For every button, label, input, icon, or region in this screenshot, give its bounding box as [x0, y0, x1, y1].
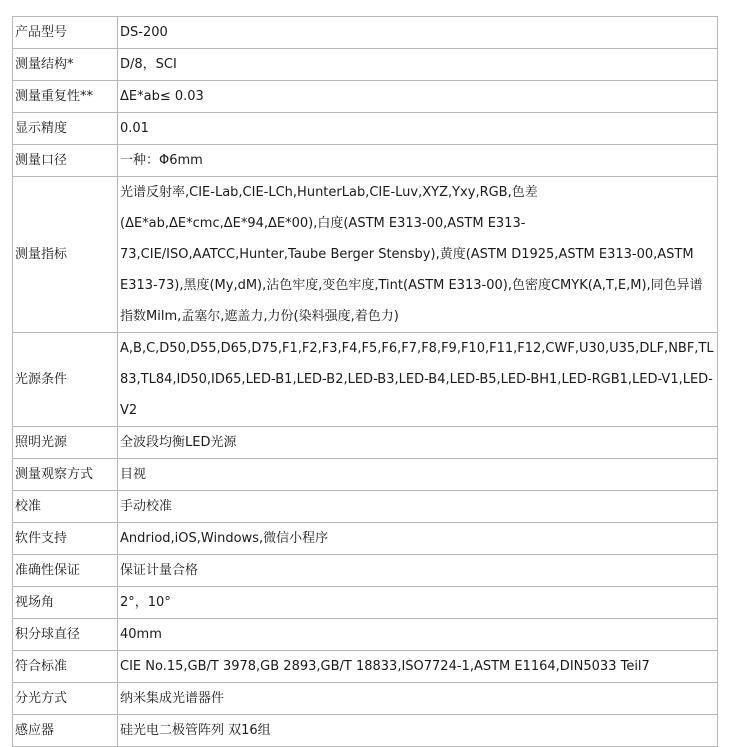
spec-row-software [13, 523, 718, 555]
spec-label: 分光方式 [13, 683, 118, 715]
spec-value: 保证计量合格 [118, 555, 718, 587]
spec-label: 符合标准 [13, 651, 118, 683]
spec-label: 测量结构* [13, 49, 118, 81]
spec-label: 视场角 [13, 587, 118, 619]
spec-label: 光源条件 [13, 333, 118, 427]
spec-value: 硅光电二极管阵列 双16组 [118, 715, 718, 747]
spec-value: 纳米集成光谱器件 [118, 683, 718, 715]
spec-value: Andriod,iOS,Windows,微信小程序 [118, 523, 718, 555]
spec-row-accuracy [13, 555, 718, 587]
spec-row-display-precision [13, 113, 718, 145]
spec-value: 全波段均衡LED光源 [118, 427, 718, 459]
spec-value: 40mm [118, 619, 718, 651]
spec-value: 目视 [118, 459, 718, 491]
spec-row-model [13, 17, 718, 49]
spec-row-sensor [13, 715, 718, 747]
spec-row-indices [13, 177, 718, 333]
spec-label: 测量指标 [13, 177, 118, 333]
spec-row-sphere-diameter [13, 619, 718, 651]
spec-value: CIE No.15,GB/T 3978,GB 2893,GB/T 18833,ISO7724-1,ASTM E1164,DIN5033 Teil7 [118, 651, 718, 683]
spec-value: 手动校准 [118, 491, 718, 523]
spec-label: 感应器 [13, 715, 118, 747]
spec-value: 一种：Φ6mm [118, 145, 718, 177]
spec-label: 软件支持 [13, 523, 118, 555]
spec-value: 0.01 [118, 113, 718, 145]
spec-row-illuminants [13, 333, 718, 427]
spec-label: 测量重复性** [13, 81, 118, 113]
spec-row-field-of-view [13, 587, 718, 619]
spec-label: 积分球直径 [13, 619, 118, 651]
spec-value: ΔE*ab≤ 0.03 [118, 81, 718, 113]
spec-row-aperture [13, 145, 718, 177]
spec-label: 照明光源 [13, 427, 118, 459]
spec-row-light-source [13, 427, 718, 459]
spec-value: D/8，SCI [118, 49, 718, 81]
spec-row-observation [13, 459, 718, 491]
spec-label: 校准 [13, 491, 118, 523]
spec-label: 产品型号 [13, 17, 118, 49]
spec-label: 测量口径 [13, 145, 118, 177]
spec-value: DS-200 [118, 17, 718, 49]
spec-value: A,B,C,D50,D55,D65,D75,F1,F2,F3,F4,F5,F6,F7,F8,F9,F10,F11,F12,CWF,U30,U35,DLF,NBF,TL83,TL84,ID50,ID65,LED-B1,LED-B2,LED-B3,LED-B4,LED-B5,LED-BH1,LED-RGB1,LED-V1,LED-V2 [118, 333, 718, 427]
spec-row-structure [13, 49, 718, 81]
spec-row-calibration [13, 491, 718, 523]
spec-value: 2°，10° [118, 587, 718, 619]
spec-label: 准确性保证 [13, 555, 118, 587]
spec-row-spectral-method [13, 683, 718, 715]
spec-label: 测量观察方式 [13, 459, 118, 491]
spec-label: 显示精度 [13, 113, 118, 145]
spec-value: 光谱反射率,CIE-Lab,CIE-LCh,HunterLab,CIE-Luv,XYZ,Yxy,RGB,色差(ΔE*ab,ΔE*cmc,ΔE*94,ΔE*00),白度(ASTM E313-00,ASTM E313-73,CIE/ISO,AATCC,Hunter,Taube Berger Stensby),黄度(ASTM D1925,ASTM E313-00,ASTM E313-73),黑度(My,dM),沾色牢度,变色牢度,Tint(ASTM E313-00),色密度CMYK(A,T,E,M),同色异谱指数Milm,孟塞尔,遮盖力,力份(染料强度,着色力) [118, 177, 718, 333]
spec-row-repeatability [13, 81, 718, 113]
spec-table [12, 16, 718, 747]
spec-row-standards [13, 651, 718, 683]
